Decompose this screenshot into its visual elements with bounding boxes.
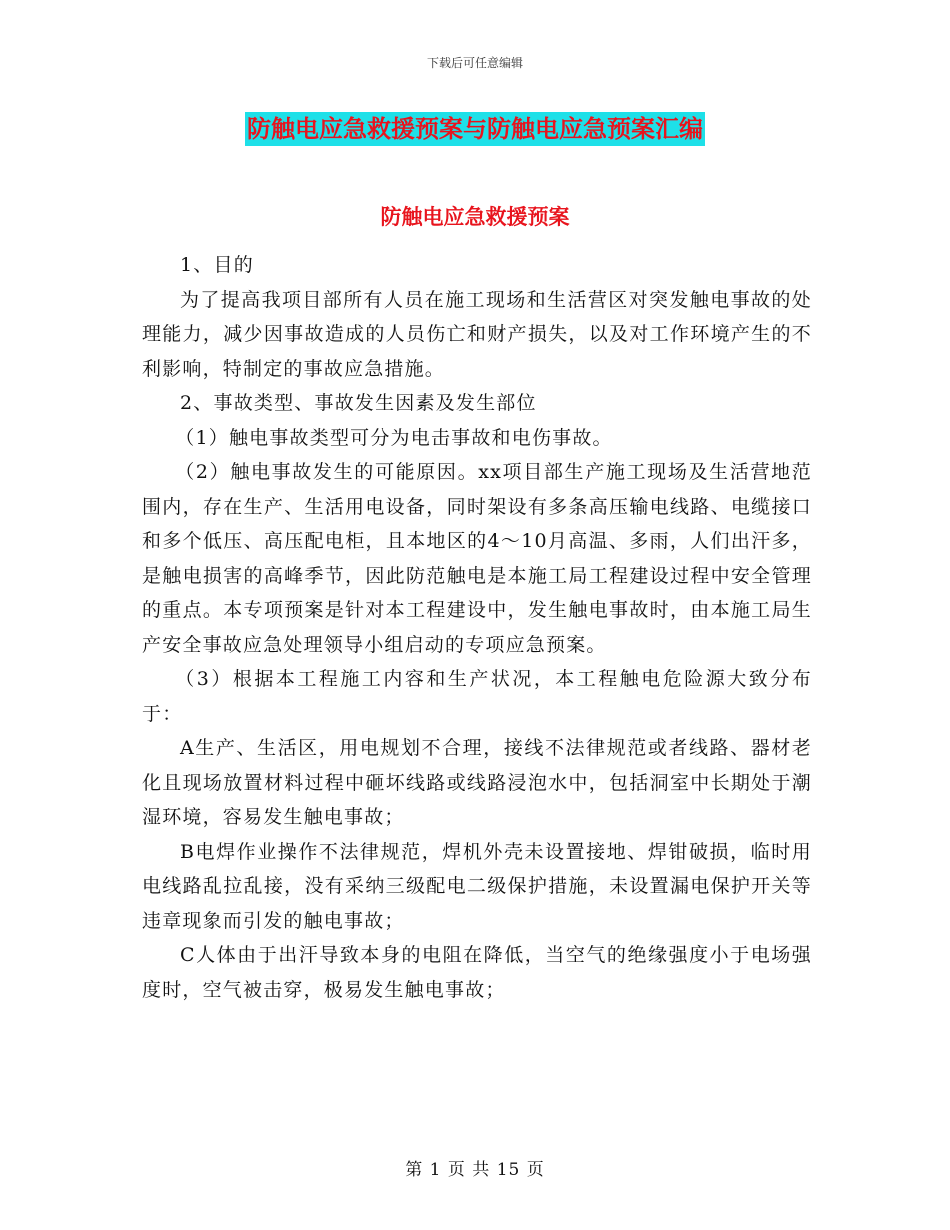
section-title: 防触电应急救援预案 — [380, 205, 570, 229]
page-footer — [0, 1155, 950, 1180]
main-title-container — [0, 112, 950, 146]
footer-total-unit: 页 — [526, 1160, 545, 1180]
page-header: 下载后可任意编辑 — [426, 56, 523, 70]
footer-page-unit: 页 — [447, 1160, 466, 1180]
document-body — [142, 248, 812, 1007]
paragraph-hazard-c: C人体由于出汗导致本身的电阻在降低，当空气的绝缘强度小于电场强度时，空气被击穿，极易发生触电事故； — [142, 944, 812, 1001]
paragraph-hazard-a: A生产、生活区，用电规划不合理，接线不法律规范或者线路、器材老化且现场放置材料过程中砸坏线路或线路浸泡水中，包括洞室中长期处于潮湿环境，容易发生触电事故； — [142, 737, 812, 828]
footer-total-pages: 15 — [496, 1160, 521, 1180]
paragraph-hazard-distribution: （3）根据本工程施工内容和生产状况，本工程触电危险源大致分布于： — [142, 668, 812, 725]
footer-total-label: 共 — [472, 1160, 491, 1180]
footer-page-number: 1 — [429, 1160, 442, 1180]
paragraph-accident-types: （1）触电事故类型可分为电击事故和电伤事故。 — [175, 426, 613, 449]
paragraph-hazard-b: B电焊作业操作不法律规范，焊机外壳未设置接地、焊钳破损，临时用电线路乱拉乱接，没有采纳三级配电二级保护措施，未设置漏电保护开关等违章现象而引发的触电事故； — [142, 840, 812, 932]
heading-accident-types: 2、事故类型、事故发生因素及发生部位 — [180, 392, 537, 414]
heading-purpose: 1、目的 — [180, 254, 254, 276]
footer-page-label: 第 — [405, 1160, 424, 1180]
paragraph-causes: （2）触电事故发生的可能原因。xx项目部生产施工现场及生活营地范围内，存在生产、生活用电设备，同时架设有多条高压输电线路、电缆接口和多个低压、高压配电柜，且本地区的4～10月高温、多雨，人们出汗多，是触电损害的高峰季节，因此防范触电是本施工局工程建设过程中安全管理的重点。本专项预案是针对本工程建设中，发生触电事故时，由本施工局生产安全事故应急处理领导小组启动的专项应急预案。 — [142, 461, 812, 656]
main-title: 防触电应急救援预案与防触电应急预案汇编 — [245, 112, 705, 146]
paragraph-purpose: 为了提高我项目部所有人员在施工现场和生活营区对突发触电事故的处理能力，减少因事故造成的人员伤亡和财产损失，以及对工作环境产生的不利影响，特制定的事故应急措施。 — [142, 288, 812, 380]
